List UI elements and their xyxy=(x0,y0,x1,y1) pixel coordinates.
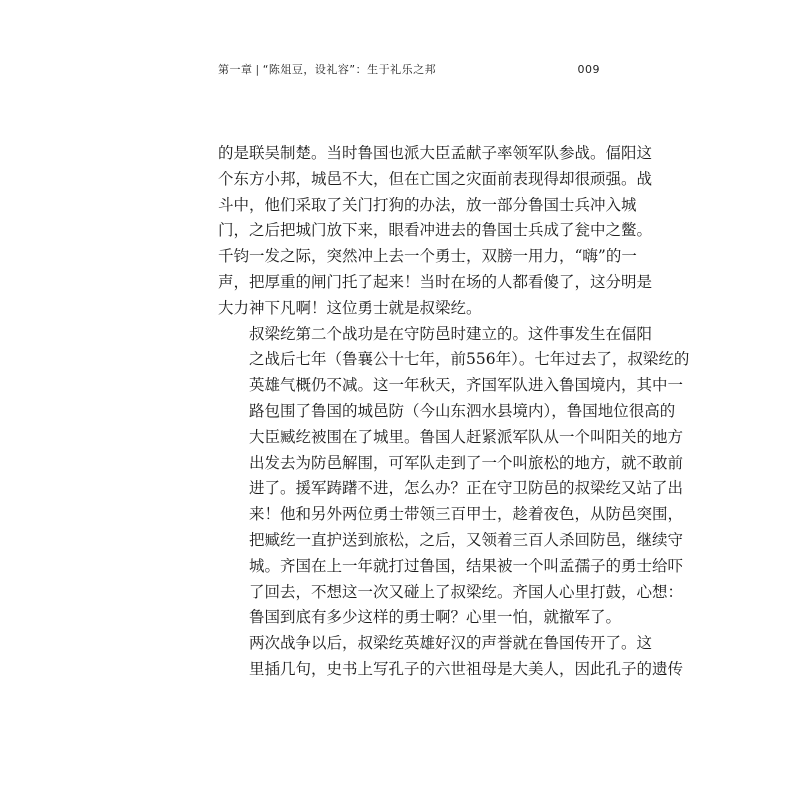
text-line: 城。齐国在上一年就打过鲁国，结果被一个叫孟孺子的勇士给吓 xyxy=(249,556,684,575)
text-line: 斗中，他们采取了关门打狗的办法，放一部分鲁国士兵冲入城 xyxy=(218,195,637,214)
text-line: 英雄气概仍不减。这一年秋天，齐国军队进入鲁国境内，其中一 xyxy=(249,376,684,395)
text-line: 个东方小邦，城邑不大，但在亡国之灾面前表现得却很顽强。战 xyxy=(218,169,653,188)
page-number: 009 xyxy=(577,63,600,76)
text-line: 里插几句，史书上写孔子的六世祖母是大美人，因此孔子的遗传 xyxy=(249,659,684,678)
chapter-title: “陈俎豆，设礼容”：生于礼乐之邦 xyxy=(262,63,437,76)
chapter-label: 第一章 xyxy=(218,63,253,76)
running-header xyxy=(218,61,600,79)
text-line: 路包围了鲁国的城邑防（今山东泗水县境内），鲁国地位很高的 xyxy=(249,401,676,420)
text-line: 两次战争以后，叔梁纥英雄好汉的声誉就在鲁国传开了。这 xyxy=(249,634,653,653)
text-line: 之战后七年（鲁襄公十七年，前556年）。七年过去了，叔梁纥的 xyxy=(249,350,690,369)
text-line: 声，把厚重的闸门托了起来！当时在场的人都看傻了，这分明是 xyxy=(218,272,653,291)
text-line: 出发去为防邑解围，可军队走到了一个叫旅松的地方，就不敢前 xyxy=(249,453,684,472)
text-line: 把臧纥一直护送到旅松，之后，又领着三百人杀回防邑，继续守 xyxy=(249,530,684,549)
chapter-heading xyxy=(218,61,436,79)
text-line: 了回去，不想这一次又碰上了叔梁纥。齐国人心里打鼓，心想： xyxy=(249,582,684,601)
text-line: 鲁国到底有多少这样的勇士啊？心里一怕，就撤军了。 xyxy=(249,608,622,627)
text-line: 大臣臧纥被围在了城里。鲁国人赶紧派军队从一个叫阳关的地方 xyxy=(249,427,684,446)
paragraph-2 xyxy=(218,322,690,632)
paragraph-1 xyxy=(218,141,653,322)
text-line: 大力神下凡啊！这位勇士就是叔梁纥。 xyxy=(218,298,482,317)
text-line: 进了。援军踌躇不进，怎么办？正在守卫防邑的叔梁纥又站了出 xyxy=(249,479,684,498)
text-line: 叔梁纥第二个战功是在守防邑时建立的。这件事发生在偪阳 xyxy=(249,324,653,343)
text-line: 千钧一发之际，突然冲上去一个勇士，双膀一用力，“嗨”的一 xyxy=(218,247,637,266)
body-text xyxy=(218,141,690,683)
text-line: 的是联吴制楚。当时鲁国也派大臣孟献子率领军队参战。偪阳这 xyxy=(218,144,653,162)
header-separator: | xyxy=(255,63,260,76)
paragraph-3 xyxy=(218,631,684,683)
text-line: 门，之后把城门放下来，眼看冲进去的鲁国士兵成了瓮中之鳖。 xyxy=(218,221,653,240)
text-line: 来！他和另外两位勇士带领三百甲士，趁着夜色，从防邑突围， xyxy=(249,505,684,524)
